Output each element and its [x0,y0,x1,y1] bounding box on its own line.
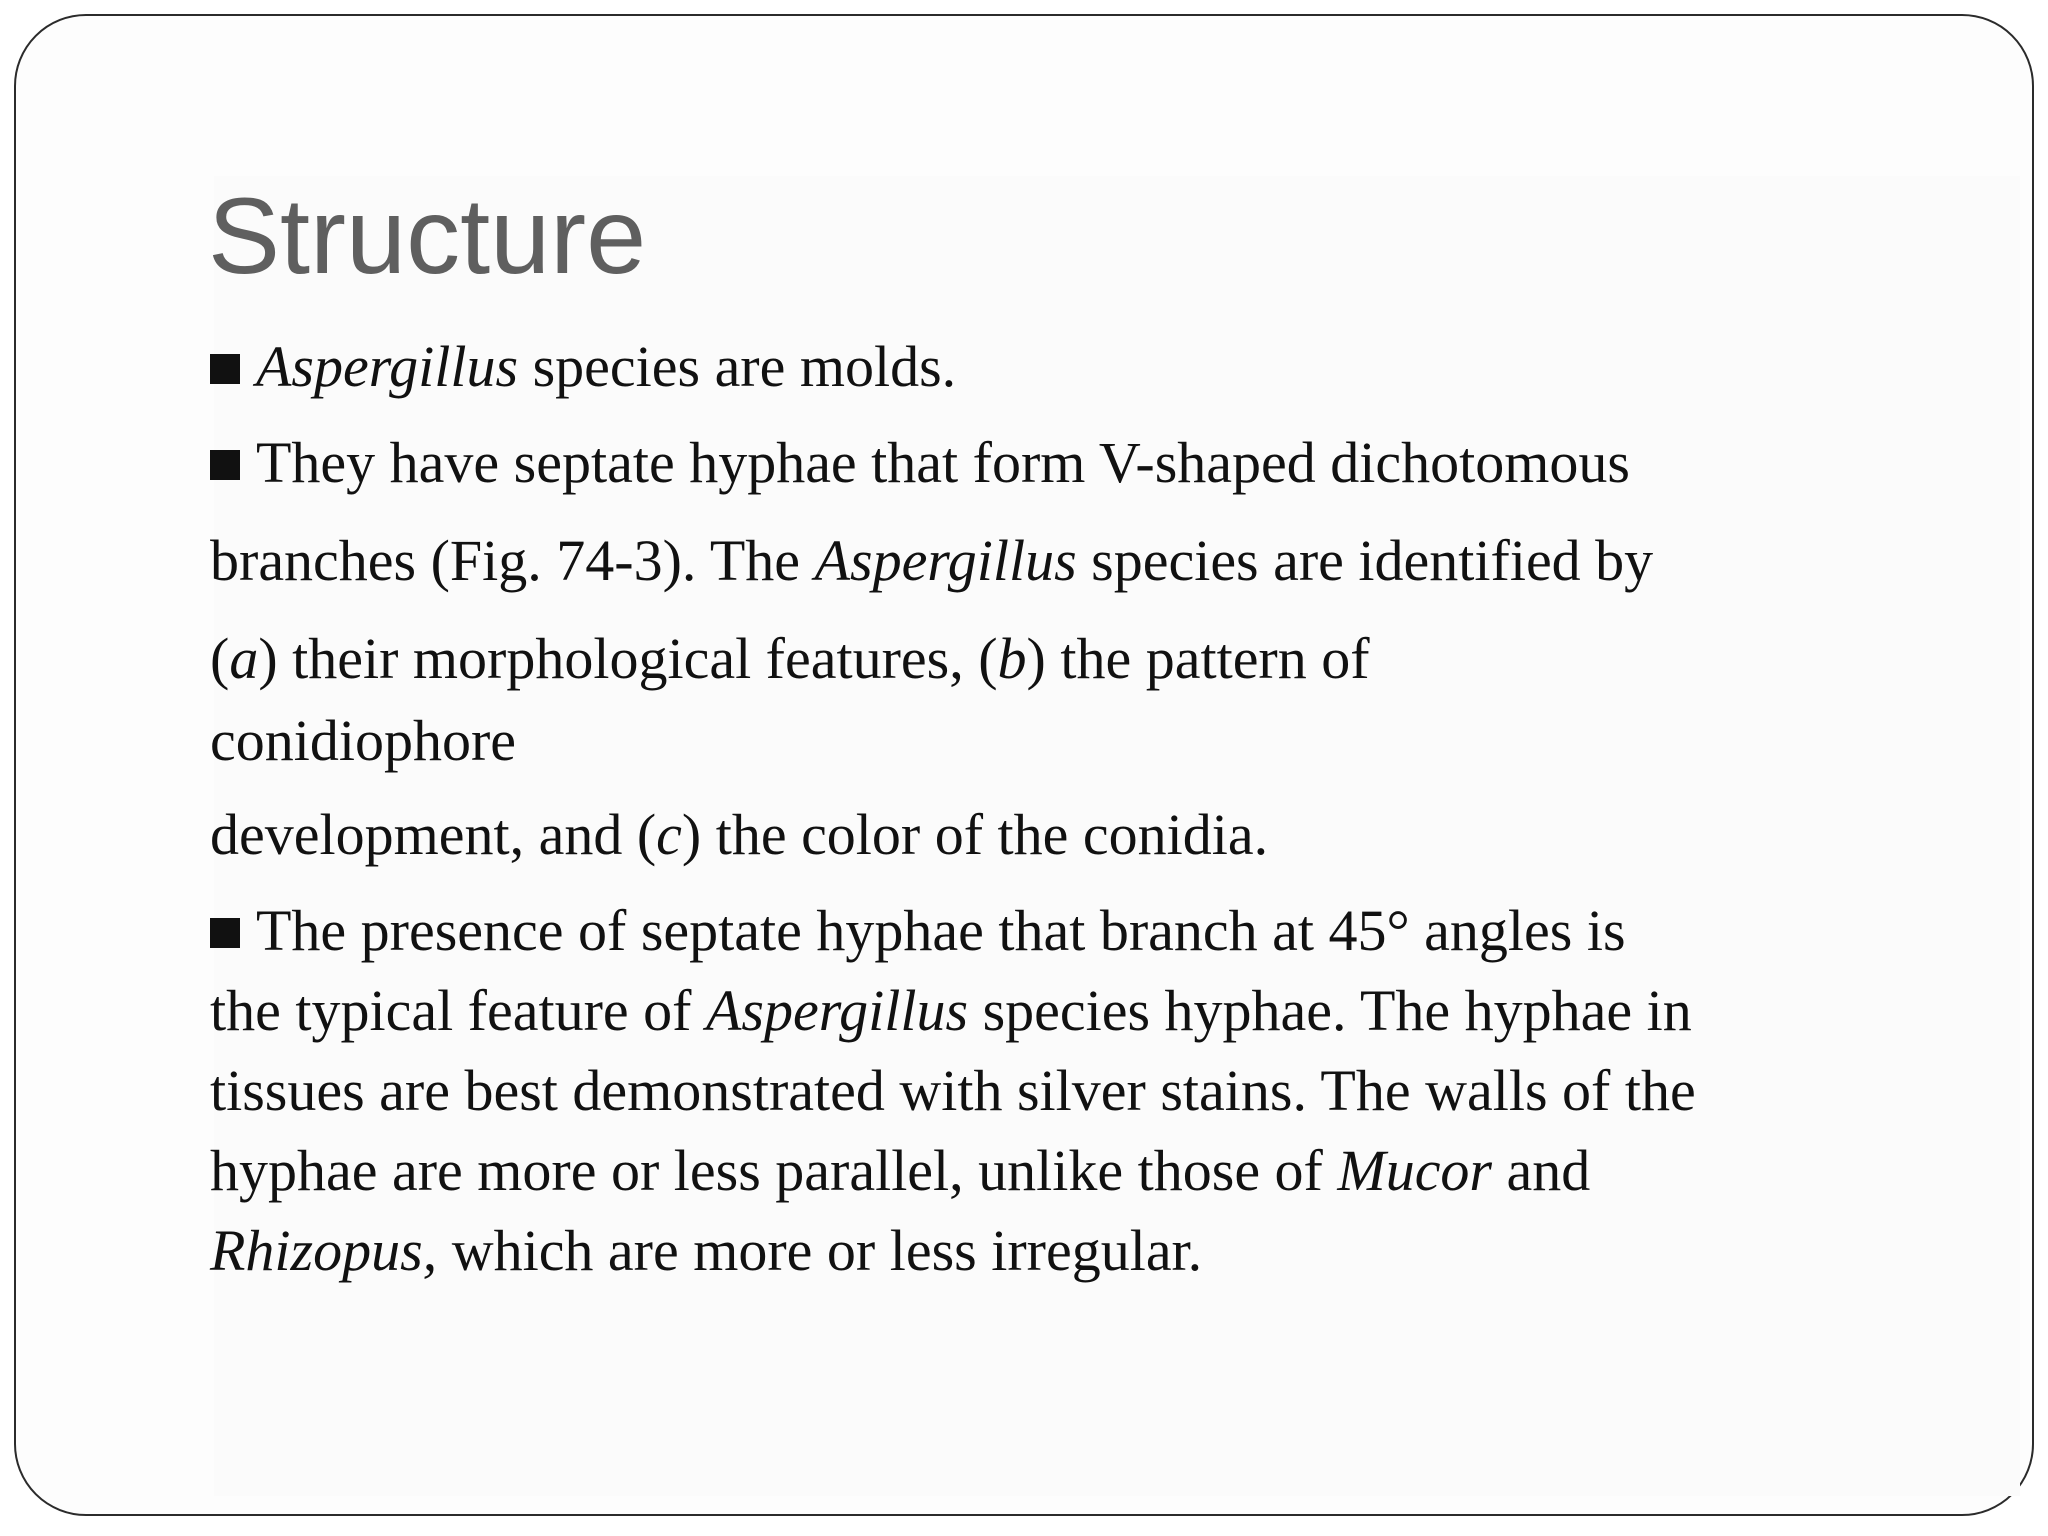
bullet-2-line-1 [210,428,1630,498]
square-bullet-icon [210,354,240,384]
bullet-2-line-5-a: development, and ( [210,802,657,867]
bullet-3-line-4-a: hyphae are more or less parallel, unlike those of [210,1138,1338,1203]
bullet-2-line-4 [210,706,516,776]
bullet-3-line-2-b: species hyphae. The hyphae in [968,978,1692,1043]
bullet-2-line-4-text: conidiophore [210,708,517,773]
bullet-3-line-1-text: The presence of septate hyphae that branch at 45° angles is [256,898,1626,963]
bullet-3-line-3 [210,1056,1696,1126]
bullet-2-line-5 [210,800,1268,870]
genus-name: Aspergillus [814,528,1077,593]
bullet-3-line-4-b: and [1492,1138,1591,1203]
bullet-2-line-1-text: They have septate hyphae that form V-shaped dichotomous [256,430,1630,495]
bullet-2-line-2-a: branches (Fig. 74-3). The [210,528,815,593]
square-bullet-icon [210,918,240,948]
bullet-2-line-2 [210,526,1653,596]
bullet-2-line-3 [210,624,1370,694]
bullet-1-line-1 [210,332,956,402]
bullet-2-line-3-b: ) their morphological features, ( [258,626,998,691]
bullet-2-line-5-b: ) the color of the conidia. [681,802,1269,867]
genus-name: Mucor [1337,1138,1493,1203]
bullet-2-line-3-a: ( [210,626,230,691]
bullet-3-line-3-text: tissues are best demonstrated with silver stains. The walls of the [210,1058,1696,1123]
genus-name: Aspergillus [705,978,969,1043]
list-marker-c: c [656,802,682,867]
bullet-1-text: species are molds. [518,334,957,399]
bullet-3-line-2 [210,976,1692,1046]
bullet-3-line-1 [210,896,1626,966]
bullet-3-line-4 [210,1136,1590,1206]
bullet-3-line-2-a: the typical feature of [210,978,706,1043]
genus-name: Aspergillus [256,334,519,399]
bullet-2-line-2-b: species are identified by [1076,528,1654,593]
square-bullet-icon [210,450,240,480]
bullet-3-line-5-b: which are more or less irregular. [437,1218,1203,1283]
list-marker-b: b [997,626,1027,691]
list-marker-a: a [229,626,259,691]
bullet-2-line-3-c: ) the pattern of [1026,626,1370,691]
slide-title: Structure [208,175,647,296]
bullet-3-line-5 [210,1216,1202,1286]
genus-name: Rhizopus, [210,1218,438,1283]
